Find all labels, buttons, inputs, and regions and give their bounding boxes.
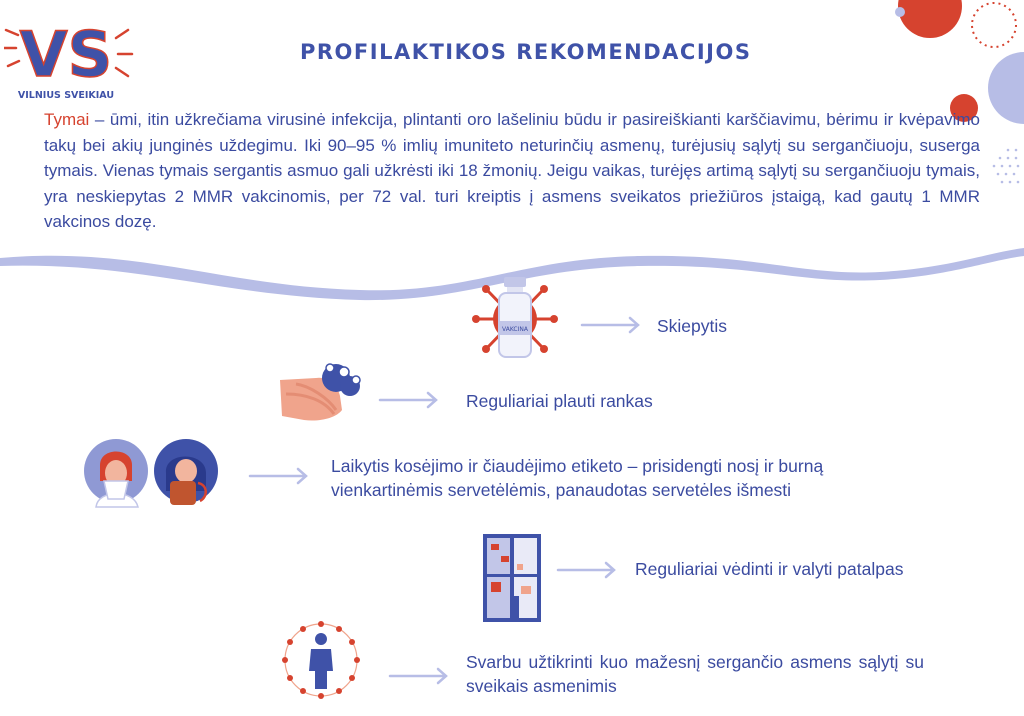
recommendation-cough-etiquette: Laikytis kosėjimo ir čiaudėjimo etiketo – prisidengti nosį ir burną vienkartinėmis servetėlėmis, panaudotas servetėles išmesti [331,456,824,500]
arrow-right-icon [556,560,618,580]
recommendation-wash-hands: Reguliariai plauti rankas [466,391,653,411]
vaccine-vial-label: VAKCINA [502,326,528,333]
intro-paragraph [44,107,980,235]
vaccine-icon [470,275,560,363]
recommendation-vaccinate: Skiepytis [657,316,728,336]
disease-term: Tymai [44,110,90,129]
arrow-right-icon [248,466,310,486]
intro-text: – ūmi, itin užkrečiama virusinė infekcija, plintanti oro lašeliniu būdu ir pasireiškianti karščiavimu, bėrimu ir kvėpavimo takų bei akių junginės uždegimu. Iki 90–95 % imlių imuniteto neturinčių asmenų, turėjusių sąlytį su sergančiuoju, suserga tymais. Vienas tymais sergantis asmuo gali užkrėsti iki 18 žmonių. Jeigu vaikas, turėjęs artimą sąlytį su sergančiuoju tymais, yra neskiepytas 2 MMR vakcinomis, per 72 val. turi kreiptis į asmens sveikatos priežiūros įstaigą, kad gautų 1 MMR vakcinos dozę. [44,110,980,231]
ventilation-icon [483,534,541,622]
distancing-icon [280,619,362,701]
recommendation-limit-contact: Svarbu užtikrinti kuo mažesnį sergančio asmens sąlytį su sveikais asmenimis [466,652,924,696]
arrow-right-icon [388,666,450,686]
recommendation-ventilate: Reguliariai vėdinti ir valyti patalpas [635,559,904,579]
arrow-right-icon [378,390,440,410]
vilnius-sveikiau-logo [4,8,134,103]
page-title: PROFILAKTIKOS REKOMENDACIJOS [300,40,752,64]
arrow-right-icon [580,315,642,335]
cough-etiquette-icon [82,437,224,511]
logo-initials: VS [19,18,113,91]
hand-washing-icon [276,358,368,424]
logo-subtitle: VILNIUS SVEIKIAU [17,90,115,101]
